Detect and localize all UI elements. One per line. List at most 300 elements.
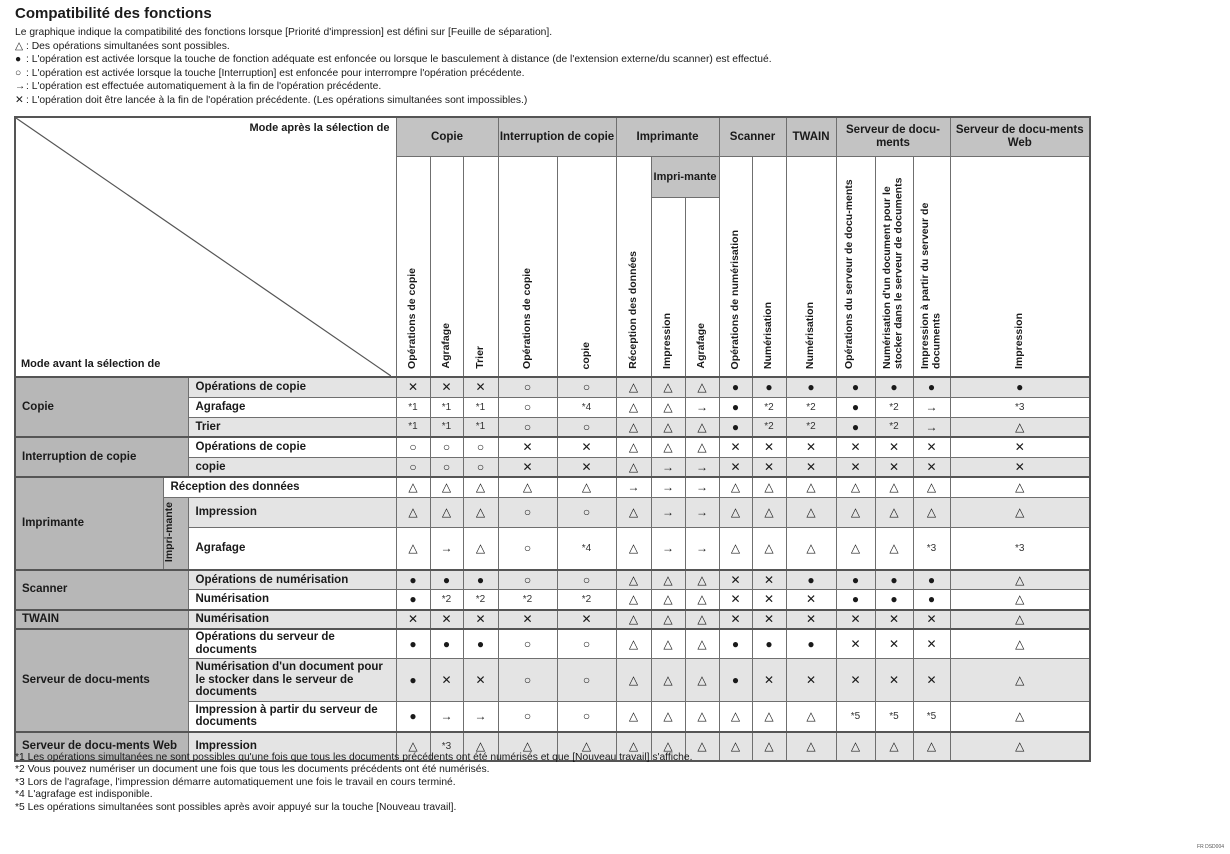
table-cell: ✕ xyxy=(752,610,786,629)
table-cell: △ xyxy=(752,497,786,528)
table-cell: ○ xyxy=(557,659,616,702)
table-cell: △ xyxy=(950,417,1090,437)
table-cell: ✕ xyxy=(430,659,463,702)
table-cell: ○ xyxy=(557,497,616,528)
footnote: *5 Les opérations simultanées sont possibles après avoir appuyé sur la touche [Nouveau travail]. xyxy=(15,801,457,813)
table-cell: △ xyxy=(752,477,786,497)
intro-text: Le graphique indique la compatibilité des fonctions lorsque [Priorité d'impression] est défini sur [Feuille de séparation]. xyxy=(15,27,553,38)
table-cell: ● xyxy=(430,629,463,659)
table-cell: △ xyxy=(396,477,430,497)
table-cell: △ xyxy=(950,590,1090,610)
table-cell: ✕ xyxy=(836,437,875,457)
table-cell: △ xyxy=(430,477,463,497)
table-cell: △ xyxy=(651,397,685,417)
table-cell: ✕ xyxy=(498,457,557,477)
table-cell: ○ xyxy=(430,457,463,477)
diagonal-line-icon xyxy=(16,118,391,376)
table-cell: ● xyxy=(836,377,875,397)
corner-after-label: Mode après la sélection de xyxy=(249,122,390,134)
table-cell: → xyxy=(651,528,685,570)
table-cell: *2 xyxy=(498,590,557,610)
col-header xyxy=(498,157,557,378)
table-cell: *1 xyxy=(463,397,498,417)
table-cell: *3 xyxy=(950,528,1090,570)
legend-item xyxy=(15,53,772,67)
row-label: Opérations de copie xyxy=(188,437,396,457)
legend-item xyxy=(15,40,772,54)
triangle-icon: △ xyxy=(15,40,23,52)
table-cell: △ xyxy=(875,528,913,570)
col-header xyxy=(685,197,719,377)
table-cell: ● xyxy=(913,590,950,610)
table-cell: △ xyxy=(396,497,430,528)
row-label: Numérisation xyxy=(188,610,396,629)
col-header xyxy=(396,157,430,378)
vertical-label: Réception des données xyxy=(626,251,639,369)
table-cell: △ xyxy=(616,397,651,417)
table-cell: ✕ xyxy=(430,610,463,629)
vertical-label: Impri-mante xyxy=(162,501,175,562)
vertical-label: Opérations du serveur de docu-ments xyxy=(842,179,855,369)
table-cell: *3 xyxy=(950,397,1090,417)
row-group-twain: TWAIN xyxy=(15,610,188,629)
table-cell: ● xyxy=(836,397,875,417)
table-cell: △ xyxy=(836,528,875,570)
table-cell: △ xyxy=(651,659,685,702)
table-cell: △ xyxy=(950,702,1090,732)
legend-text: : L'opération est activée lorsque la touche [Interruption] est enfoncée pour interrompre l'opération précédente. xyxy=(26,67,525,79)
table-cell: ✕ xyxy=(396,610,430,629)
table-cell: *5 xyxy=(875,702,913,732)
table-cell: ✕ xyxy=(786,457,836,477)
table-cell: △ xyxy=(913,497,950,528)
table-cell: △ xyxy=(685,590,719,610)
table-cell: ✕ xyxy=(498,610,557,629)
vertical-label: Opérations de copie xyxy=(406,268,419,369)
row-label: Opérations de copie xyxy=(188,377,396,397)
table-cell: *2 xyxy=(875,397,913,417)
table-cell: ● xyxy=(396,590,430,610)
vertical-label: Numérisation xyxy=(804,301,817,369)
table-cell: △ xyxy=(786,497,836,528)
table-cell: ✕ xyxy=(836,659,875,702)
col-header xyxy=(719,157,752,378)
table-cell: ✕ xyxy=(913,457,950,477)
footnote: *4 L'agrafage est indisponible. xyxy=(15,789,153,801)
vertical-label: Opérations de numérisation xyxy=(728,229,741,369)
table-cell: *2 xyxy=(557,590,616,610)
table-cell: *4 xyxy=(557,397,616,417)
row-group-serveur-documents: Serveur de docu-ments xyxy=(15,629,188,732)
table-cell: → xyxy=(430,528,463,570)
table-cell: △ xyxy=(685,437,719,457)
table-cell: ✕ xyxy=(752,590,786,610)
table-cell: ✕ xyxy=(719,437,752,457)
table-cell: ● xyxy=(430,570,463,590)
table-cell: *5 xyxy=(913,702,950,732)
table-cell: △ xyxy=(396,528,430,570)
table-cell: ○ xyxy=(557,570,616,590)
table-cell: △ xyxy=(616,497,651,528)
table-cell: ● xyxy=(752,629,786,659)
table-cell: ✕ xyxy=(875,659,913,702)
arrow-right-icon: → xyxy=(15,81,26,93)
legend-item xyxy=(15,80,772,94)
corner-before-label: Mode avant la sélection de xyxy=(21,358,161,370)
row-label: Opérations de numérisation xyxy=(188,570,396,590)
table-cell: → xyxy=(651,457,685,477)
row-subgroup-imprimante xyxy=(163,497,188,570)
table-cell: ✕ xyxy=(950,437,1090,457)
table-cell: ● xyxy=(913,570,950,590)
table-cell: ● xyxy=(719,417,752,437)
table-cell: △ xyxy=(616,590,651,610)
table-cell: ✕ xyxy=(786,610,836,629)
table-cell: △ xyxy=(685,417,719,437)
table-cell: △ xyxy=(616,629,651,659)
table-cell: ● xyxy=(719,377,752,397)
table-cell: ✕ xyxy=(836,610,875,629)
table-cell: △ xyxy=(616,702,651,732)
vertical-label: Agrafage xyxy=(695,323,708,369)
table-cell: ✕ xyxy=(498,437,557,457)
table-cell: → xyxy=(463,702,498,732)
table-cell: ○ xyxy=(498,659,557,702)
table-cell: *2 xyxy=(463,590,498,610)
table-row xyxy=(15,477,1090,497)
table-cell: → xyxy=(685,497,719,528)
table-cell: △ xyxy=(651,417,685,437)
table-cell: ✕ xyxy=(875,437,913,457)
table-cell: △ xyxy=(950,732,1090,761)
table-cell: ✕ xyxy=(786,659,836,702)
table-cell: △ xyxy=(685,732,719,761)
table-cell: ✕ xyxy=(913,659,950,702)
table-cell: △ xyxy=(651,702,685,732)
table-cell: △ xyxy=(875,477,913,497)
table-cell: △ xyxy=(616,457,651,477)
table-cell: △ xyxy=(463,497,498,528)
table-cell: △ xyxy=(557,732,616,761)
figure-code: FR DSD004 xyxy=(1197,844,1224,850)
table-cell: ✕ xyxy=(950,457,1090,477)
legend-text: : L'opération est activée lorsque la touche de fonction adéquate est enfoncée ou lorsque le basculement à distance (de l'extension externe/du scanner) est effectué. xyxy=(26,54,772,66)
footnote: *1 Les opérations simultanées ne sont possibles qu'une fois que tous les documents précédents ont été numérisés et que [Nouveau travail] s'affiche. xyxy=(15,752,693,763)
table-cell: *2 xyxy=(786,417,836,437)
col-header xyxy=(752,157,786,378)
table-cell: ○ xyxy=(498,377,557,397)
table-cell: → xyxy=(685,457,719,477)
table-cell: ✕ xyxy=(557,457,616,477)
row-label: Numérisation xyxy=(188,590,396,610)
vertical-label: Trier xyxy=(473,346,486,369)
table-cell: ● xyxy=(396,702,430,732)
table-cell: △ xyxy=(719,497,752,528)
table-cell: △ xyxy=(498,732,557,761)
table-cell: △ xyxy=(498,477,557,497)
table-cell: ✕ xyxy=(875,629,913,659)
table-cell: △ xyxy=(719,477,752,497)
table-cell: ✕ xyxy=(719,570,752,590)
row-label: Impression à partir du serveur de documents xyxy=(188,702,396,732)
table-cell: ✕ xyxy=(430,377,463,397)
table-cell: → xyxy=(651,477,685,497)
table-cell: ● xyxy=(786,570,836,590)
legend-text: : L'opération est effectuée automatiquement à la fin de l'opération précédente. xyxy=(26,81,382,93)
table-cell: ● xyxy=(719,659,752,702)
table-cell: △ xyxy=(950,610,1090,629)
table-cell: → xyxy=(685,477,719,497)
vertical-label: copie xyxy=(579,341,592,369)
table-cell: ✕ xyxy=(719,590,752,610)
vertical-label: Impression à partir du serveur de documents xyxy=(918,202,942,369)
row-label: Trier xyxy=(188,417,396,437)
table-cell: △ xyxy=(752,702,786,732)
compatibility-table xyxy=(14,116,1091,762)
table-cell: ○ xyxy=(498,417,557,437)
table-cell: △ xyxy=(786,732,836,761)
row-group-copie: Copie xyxy=(15,377,188,437)
table-cell: △ xyxy=(719,732,752,761)
table-cell: △ xyxy=(651,377,685,397)
table-cell: △ xyxy=(786,702,836,732)
table-cell: ● xyxy=(836,590,875,610)
table-cell: ● xyxy=(719,629,752,659)
legend-text: : L'opération doit être lancée à la fin de l'opération précédente. (Les opérations simultanées sont impossibles.) xyxy=(26,94,528,106)
table-cell: △ xyxy=(651,590,685,610)
table-cell: △ xyxy=(430,497,463,528)
table-cell: ✕ xyxy=(719,610,752,629)
table-cell: △ xyxy=(913,477,950,497)
col-header xyxy=(463,157,498,378)
col-header xyxy=(913,157,950,378)
table-cell: ✕ xyxy=(752,570,786,590)
table-cell: *5 xyxy=(836,702,875,732)
table-row xyxy=(15,437,1090,457)
table-cell: △ xyxy=(651,629,685,659)
table-row xyxy=(15,610,1090,629)
open-circle-icon: ○ xyxy=(15,67,22,79)
row-label: Numérisation d'un document pour le stocker dans le serveur de documents xyxy=(188,659,396,702)
table-cell: ○ xyxy=(498,397,557,417)
table-cell: △ xyxy=(685,629,719,659)
table-cell: △ xyxy=(875,732,913,761)
compatibility-table-wrapper xyxy=(14,116,1091,762)
table-row xyxy=(15,497,1090,528)
table-cell: △ xyxy=(463,732,498,761)
table-cell: △ xyxy=(557,477,616,497)
table-cell: ● xyxy=(396,659,430,702)
table-cell: ● xyxy=(719,397,752,417)
table-cell: *1 xyxy=(396,417,430,437)
table-cell: △ xyxy=(950,477,1090,497)
table-cell: *1 xyxy=(463,417,498,437)
table-cell: → xyxy=(651,497,685,528)
table-cell: ○ xyxy=(463,457,498,477)
table-cell: △ xyxy=(463,477,498,497)
table-cell: △ xyxy=(463,528,498,570)
table-cell: *2 xyxy=(752,397,786,417)
table-cell: ○ xyxy=(498,702,557,732)
table-cell: ✕ xyxy=(913,437,950,457)
table-cell: ✕ xyxy=(752,457,786,477)
col-group-serveur-web: Serveur de docu-ments Web xyxy=(950,117,1090,157)
table-cell: *2 xyxy=(752,417,786,437)
table-cell: ○ xyxy=(557,377,616,397)
table-cell: ○ xyxy=(498,497,557,528)
table-cell: △ xyxy=(616,570,651,590)
table-cell: △ xyxy=(685,377,719,397)
table-cell: ● xyxy=(836,417,875,437)
table-cell: ✕ xyxy=(719,457,752,477)
table-cell: △ xyxy=(786,477,836,497)
table-cell: ✕ xyxy=(875,610,913,629)
table-cell: △ xyxy=(836,732,875,761)
col-header xyxy=(786,157,836,378)
table-cell: ● xyxy=(875,377,913,397)
table-cell: ✕ xyxy=(913,610,950,629)
table-cell: △ xyxy=(875,497,913,528)
table-cell: △ xyxy=(950,497,1090,528)
col-header xyxy=(616,157,651,378)
table-cell: △ xyxy=(950,659,1090,702)
vertical-label: Agrafage xyxy=(439,323,452,369)
table-cell: ● xyxy=(396,629,430,659)
vertical-label: Opérations de copie xyxy=(520,268,533,369)
table-cell: ✕ xyxy=(463,659,498,702)
table-cell: △ xyxy=(913,732,950,761)
table-cell: ● xyxy=(913,377,950,397)
legend-text: : Des opérations simultanées sont possibles. xyxy=(26,40,230,52)
table-cell: ● xyxy=(950,377,1090,397)
table-cell: △ xyxy=(651,570,685,590)
table-cell: ✕ xyxy=(396,377,430,397)
table-cell: △ xyxy=(616,659,651,702)
vertical-label: Numérisation xyxy=(762,301,775,369)
table-corner xyxy=(15,117,396,377)
row-label: Réception des données xyxy=(163,477,396,497)
table-cell: *1 xyxy=(396,397,430,417)
table-cell: → xyxy=(913,397,950,417)
col-subgroup-imprimante: Impri-mante xyxy=(651,157,719,198)
table-cell: → xyxy=(685,397,719,417)
table-cell: *3 xyxy=(430,732,463,761)
table-row xyxy=(15,377,1090,397)
table-cell: ✕ xyxy=(557,437,616,457)
table-cell: ● xyxy=(875,590,913,610)
table-cell: ○ xyxy=(430,437,463,457)
table-cell: *3 xyxy=(913,528,950,570)
table-cell: △ xyxy=(651,610,685,629)
table-cell: △ xyxy=(651,732,685,761)
table-cell: ✕ xyxy=(875,457,913,477)
row-group-imprimante: Imprimante xyxy=(15,477,163,570)
page-title: Compatibilité des fonctions xyxy=(15,5,212,22)
table-cell: ✕ xyxy=(836,457,875,477)
table-cell: ● xyxy=(752,377,786,397)
col-header xyxy=(875,157,913,378)
row-label: Agrafage xyxy=(188,397,396,417)
table-cell: ● xyxy=(463,629,498,659)
col-header xyxy=(430,157,463,378)
col-group-imprimante: Imprimante xyxy=(616,117,719,157)
table-cell: *4 xyxy=(557,528,616,570)
table-cell: ● xyxy=(836,570,875,590)
table-cell: △ xyxy=(616,377,651,397)
vertical-label: Impression xyxy=(1013,312,1025,369)
col-header xyxy=(651,197,685,377)
table-cell: △ xyxy=(616,528,651,570)
table-cell: ✕ xyxy=(786,437,836,457)
col-group-twain: TWAIN xyxy=(786,117,836,157)
table-cell: → xyxy=(430,702,463,732)
table-cell: ✕ xyxy=(752,437,786,457)
table-cell: △ xyxy=(685,659,719,702)
table-cell: △ xyxy=(616,610,651,629)
intro-block xyxy=(15,26,772,108)
table-cell: △ xyxy=(651,437,685,457)
table-cell: △ xyxy=(685,570,719,590)
row-label: copie xyxy=(188,457,396,477)
legend-item xyxy=(15,67,772,81)
table-cell: → xyxy=(685,528,719,570)
table-cell: △ xyxy=(719,702,752,732)
table-cell: ○ xyxy=(396,437,430,457)
table-cell: △ xyxy=(752,732,786,761)
table-cell: △ xyxy=(616,417,651,437)
table-cell: ○ xyxy=(498,570,557,590)
table-cell: △ xyxy=(616,437,651,457)
col-group-interruption: Interruption de copie xyxy=(498,117,616,157)
table-cell: △ xyxy=(950,629,1090,659)
table-cell: ✕ xyxy=(463,610,498,629)
table-cell: *2 xyxy=(786,397,836,417)
table-row xyxy=(15,570,1090,590)
filled-circle-icon: ● xyxy=(15,54,22,66)
table-cell: △ xyxy=(752,528,786,570)
col-header xyxy=(950,157,1090,378)
table-cell: △ xyxy=(950,570,1090,590)
table-cell: △ xyxy=(836,497,875,528)
footnote: *3 Lors de l'agrafage, l'impression démarre automatiquement une fois le travail en cours terminé. xyxy=(15,776,456,788)
table-cell: ○ xyxy=(463,437,498,457)
col-header xyxy=(557,157,616,378)
row-label: Opérations du serveur de documents xyxy=(188,629,396,659)
table-cell: ● xyxy=(875,570,913,590)
table-row xyxy=(15,629,1090,659)
table-cell: ✕ xyxy=(913,629,950,659)
col-group-scanner: Scanner xyxy=(719,117,786,157)
table-cell: △ xyxy=(685,610,719,629)
row-group-serveur-web: Serveur de docu-ments Web xyxy=(15,732,188,761)
row-label: Impression xyxy=(188,732,396,761)
table-cell: ○ xyxy=(396,457,430,477)
table-cell: ✕ xyxy=(463,377,498,397)
table-cell: *1 xyxy=(430,417,463,437)
table-cell: ○ xyxy=(557,629,616,659)
table-cell: ✕ xyxy=(557,610,616,629)
row-label: Agrafage xyxy=(188,528,396,570)
col-group-copie: Copie xyxy=(396,117,498,157)
row-group-interruption: Interruption de copie xyxy=(15,437,188,477)
legend-item xyxy=(15,94,772,108)
table-cell: △ xyxy=(396,732,430,761)
row-label: Impression xyxy=(188,497,396,528)
table-cell: ● xyxy=(786,377,836,397)
table-cell: ✕ xyxy=(836,629,875,659)
table-cell: → xyxy=(616,477,651,497)
table-cell: ● xyxy=(786,629,836,659)
